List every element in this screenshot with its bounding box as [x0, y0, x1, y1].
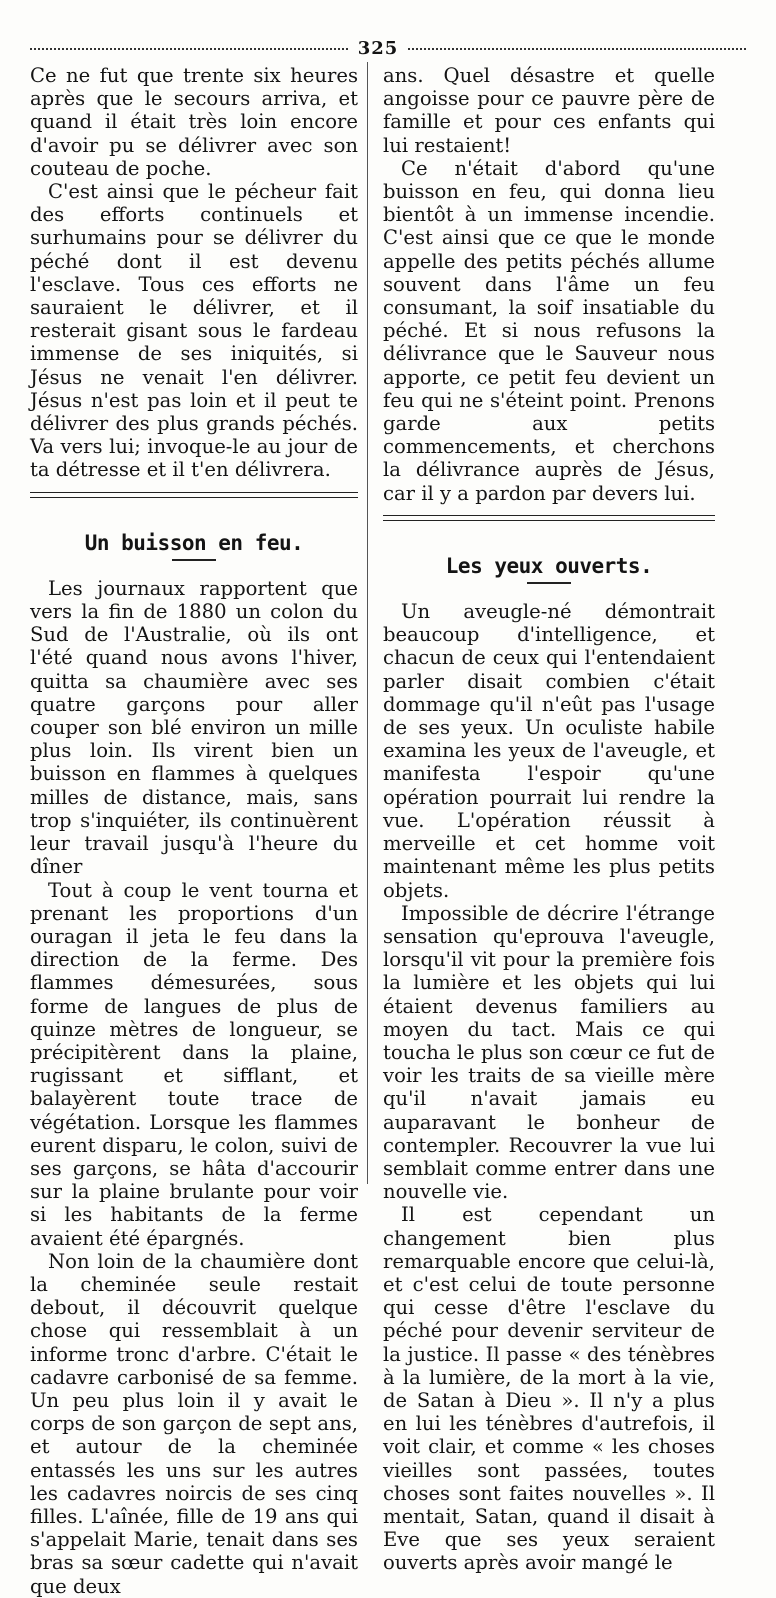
- section-rule: [383, 515, 715, 521]
- page-header: [30, 38, 746, 60]
- paragraph: Ce ne fut que trente six heures après que le secours arriva, et quand il était très loin encore d'avoir pu se délivrer avec son couteau de poche.: [30, 64, 358, 180]
- right-column: [383, 64, 715, 1575]
- page-number: 325: [357, 38, 399, 59]
- paragraph: ans. Quel désastre et quelle angoisse pour ce pauvre père de famille et pour ces enfants qui lui restaient!: [383, 64, 715, 157]
- paragraph: Un aveugle-né démontrait beaucoup d'intelligence, et chacun de ceux qui l'entendaient parler disait combien c'était dommage qu'il n'eût pas l'usage de ses yeux. Un oculiste habile examina les yeux de l'aveugle, et manifesta l'espoir qu'une opération pourrait lui rendre la vue. L'opération réussit à merveille et cet homme voit maintenant même les plus petits objets.: [383, 600, 715, 902]
- paragraph: Impossible de décrire l'étrange sensation qu'eprouva l'aveugle, lorsqu'il vit pour la première fois la lumière et les objets qui lui étaient devenus familiers au moyen du tact. Mais ce qui toucha le plus son cœur ce fut de voir les traits de sa vieille mère qu'il n'avait jamais eu auparavant le bonheur de contempler. Recouvrer la vue lui semblait comme entrer dans une nouvelle vie.: [383, 901, 715, 1204]
- left-column: [30, 64, 358, 1598]
- heading-dash: [527, 582, 571, 584]
- heading-dash: [172, 559, 216, 561]
- paragraph: Les journaux rapportent que vers la fin de 1880 un colon du Sud de l'Australie, où ils ont l'été quand nous avons l'hiver, quitta sa chaumière avec ses quatre garçons pour aller couper son blé environ un mille plus loin. Ils virent bien un buisson en flammes à quelques milles de distance, mais, sans trop s'inquiéter, ils continuèrent leur travail jusqu'à l'heure du dîner: [30, 576, 358, 879]
- header-rule-right: [408, 48, 746, 50]
- section-heading: Un buisson en feu.: [84, 530, 304, 555]
- paragraph: Il est cependant un changement bien plus remarquable encore que celui-là, et c'est celui de toute personne qui cesse d'être l'esclave du péché pour devenir serviteur de la justice. Il passe « des ténèbres à la lumière, de la mort à la vie, de Satan à Dieu ». Il n'y a plus en lui les ténèbres d'autrefois, il voit clair, et comme « les choses vieilles sont passées, toutes choses sont faites nouvelles ». Il mentait, Satan, quand il disait à Eve que ses yeux seraient ouverts après avoir mangé le: [383, 1203, 715, 1575]
- section-heading: Les yeux ouverts.: [445, 553, 653, 578]
- section-rule: [30, 492, 358, 498]
- paragraph: Tout à coup le vent tourna et prenant les proportions d'un ouragan il jeta le feu dans la direction de la ferme. Des flammes démesurées, sous forme de langues de plus de quinze mètres de longueur, se précipitèrent dans la plaine, rugissant et sifflant, et balayèrent toute trace de végétation. Lorsque les flammes eurent disparu, le colon, suivi de ses garçons, se hâta d'accourir sur la plaine brulante pour voir si les habitants de la ferme avaient été épargnés.: [30, 878, 358, 1250]
- paragraph: Non loin de la chaumière dont la cheminée seule restait debout, il découvrit quelque chose qui ressemblait à un informe tronc d'arbre. C'était le cadavre carbonisé de sa femme. Un peu plus loin il y avait le corps de son garçon de sept ans, et autour de la cheminée entassés les uns sur les autres les cadavres noircis de ses cinq filles. L'aînée, fille de 19 ans qui s'appelait Marie, tenait dans ses bras sa sœur cadette qui n'avait que deux: [30, 1249, 358, 1598]
- column-divider: [367, 62, 368, 1184]
- paragraph: Ce n'était d'abord qu'une buisson en feu, qui donna lieu bientôt à un immense incendie. C'est ainsi que ce que le monde appelle des petits péchés allume souvent dans l'âme un feu consumant, la soif insatiable du péché. Et si nous refusons la délivrance que le Sauveur nous apporte, ce petit feu devient un feu qui ne s'éteint point. Prenons garde aux petits commencements, et cherchons la délivrance auprès de Jésus, car il y a pardon par devers lui.: [383, 156, 715, 505]
- paragraph: C'est ainsi que le pécheur fait des efforts continuels et surhumains pour se délivrer du péché dont il est devenu l'esclave. Tous ces efforts ne sauraient le délivrer, et il resterait gisant sous le fardeau immense de ses iniquités, si Jésus ne venait l'en délivrer. Jésus n'est pas loin et il peut te délivrer des plus grands péchés. Va vers lui; invoque-le au jour de ta détresse et il t'en délivrera.: [30, 180, 358, 482]
- header-rule-left: [30, 48, 348, 50]
